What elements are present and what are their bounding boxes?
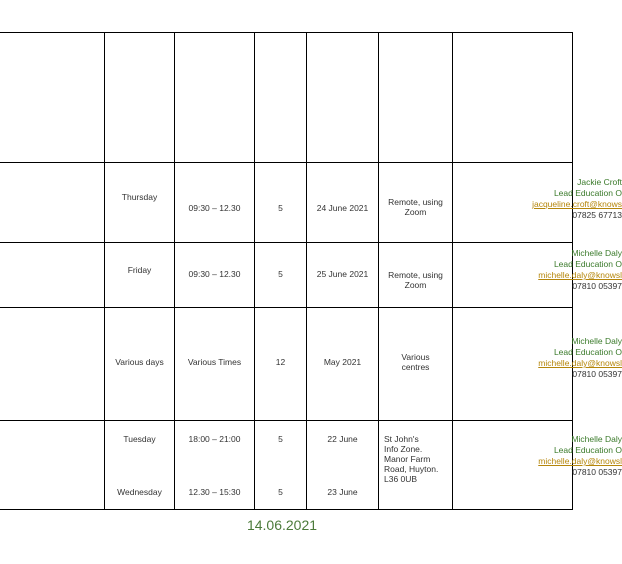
course-description-line [0,400,100,411]
contact-email[interactable]: michelle.daly@knowsl [538,456,622,466]
venue-line: Info Zone. [384,444,423,454]
contact-cell [453,243,622,308]
day-cell [105,243,175,308]
contact-name: Jackie Croft [577,177,622,187]
course-description-line [0,471,100,482]
table-row [0,421,573,510]
course-description-cell [0,421,105,510]
contact-email[interactable]: michelle.daly@knowsl [538,358,622,368]
start-date-text-second: 23 June [327,487,358,497]
course-title [0,436,100,449]
contact-phone: 07810 05397 [572,369,622,379]
course-description-line [0,493,100,504]
day-cell [105,33,175,163]
sessions-cell [255,33,307,163]
contact-cell [453,421,622,510]
venue-cell [379,163,453,243]
table-row [0,163,573,243]
contact-cell [453,33,573,163]
course-description [0,245,100,280]
course-description-cell [0,163,105,243]
course-description-line [0,123,100,134]
start-date-cell [307,243,379,308]
start-date-cell [307,33,379,163]
course-title [0,310,100,323]
sessions-cell [255,163,307,243]
start-date-text: 22 June [327,434,358,444]
sessions-text-second: 5 [278,487,283,497]
contact-cell [453,308,622,421]
start-date-cell [307,308,379,421]
course-description-line [0,178,100,189]
venue-line: St John's [384,434,419,444]
course-description-line [0,345,100,356]
venue-cell [379,33,453,163]
course-description-line [0,449,100,460]
start-date-text: May 2021 [323,357,362,367]
sessions-cell [255,308,307,421]
time-text: 09:30 – 12.30 [188,203,241,213]
course-description-cell [0,308,105,421]
contact-name: Michelle Daly [571,336,622,346]
time-cell [175,421,255,510]
course-description-line [0,101,100,112]
contact-phone: 07810 05397 [572,467,622,477]
venue-line: Various [401,352,430,362]
contact-phone: 07810 05397 [572,281,622,291]
day-text: Thursday [121,192,158,202]
sessions-text: 12 [275,357,286,367]
course-description-line [0,356,100,367]
start-date-cell [307,421,379,510]
sessions-text: 5 [278,434,283,444]
venue-cell [379,243,453,308]
venue-line: Manor Farm [384,454,431,464]
course-description-line [0,367,100,378]
venue-line: Remote, using [388,270,443,280]
venue-line: Road, Huyton. [384,464,439,474]
course-description-line [0,323,100,334]
course-description-line [0,504,100,515]
time-cell [175,243,255,308]
day-cell [105,421,175,510]
contact-cell [453,163,622,243]
day-text: Various days [115,357,164,367]
course-title [0,245,100,258]
time-text-second: 12.30 – 15:30 [188,487,241,497]
course-description [0,310,100,411]
contact-phone: 07825 67713 [572,210,622,220]
day-text: Tuesday [123,434,156,444]
time-text: Various Times [187,357,242,367]
sessions-cell [255,243,307,308]
course-description-line [0,57,100,68]
venue-line: Zoom [404,207,427,217]
course-description-line [0,189,100,200]
time-text: 09:30 – 12.30 [188,269,241,279]
contact-email[interactable]: michelle.daly@knowsl [538,270,622,280]
contact-role: Lead Education O [553,445,622,455]
venue-cell [379,308,453,421]
course-description-line [0,200,100,211]
course-description-line [0,482,100,493]
course-description-line [0,211,100,222]
course-description-line [0,334,100,345]
day-text: Friday [127,265,152,275]
time-cell [175,33,255,163]
table-row [0,243,573,308]
course-description-line [0,378,100,389]
contact-name: Michelle Daly [571,434,622,444]
courses-table [0,32,622,510]
table-row [0,33,573,163]
time-text: 18:00 – 21:00 [188,434,241,444]
time-cell [175,163,255,243]
footer-date: 14.06.2021 [246,517,318,533]
course-description-line [0,269,100,280]
venue-line: centres [401,362,430,372]
venue-line: Zoom [404,280,427,290]
course-description-line [0,134,100,145]
course-title [0,423,100,436]
course-description [0,35,100,156]
course-description [0,165,100,222]
course-description-line [0,79,100,90]
course-description-line [0,68,100,79]
course-description-line [0,112,100,123]
course-description-line [0,389,100,400]
sessions-cell [255,421,307,510]
course-description-line [0,35,100,46]
course-description-cell [0,243,105,308]
course-description [0,423,100,515]
table-row [0,308,573,421]
start-date-text: 24 June 2021 [316,203,369,213]
day-cell [105,308,175,421]
course-title [0,165,100,178]
course-description-line [0,145,100,156]
course-description-line [0,258,100,269]
venue-line: Remote, using [388,197,443,207]
venue-line: L36 0UB [384,474,418,484]
contact-role: Lead Education O [553,259,622,269]
contact-email[interactable]: jacqueline.croft@knows [532,199,622,209]
contact-name: Michelle Daly [571,248,622,258]
contact-role: Lead Education O [553,347,622,357]
course-description-cell [0,33,105,163]
contact-role: Lead Education O [553,188,622,198]
start-date-text: 25 June 2021 [316,269,369,279]
sessions-text: 5 [278,203,283,213]
course-description-line [0,460,100,471]
start-date-cell [307,163,379,243]
venue-cell [379,421,453,510]
sessions-text: 5 [278,269,283,279]
course-description-line [0,46,100,57]
day-cell [105,163,175,243]
time-cell [175,308,255,421]
course-description-line [0,90,100,101]
day-text-second: Wednesday [117,487,162,497]
